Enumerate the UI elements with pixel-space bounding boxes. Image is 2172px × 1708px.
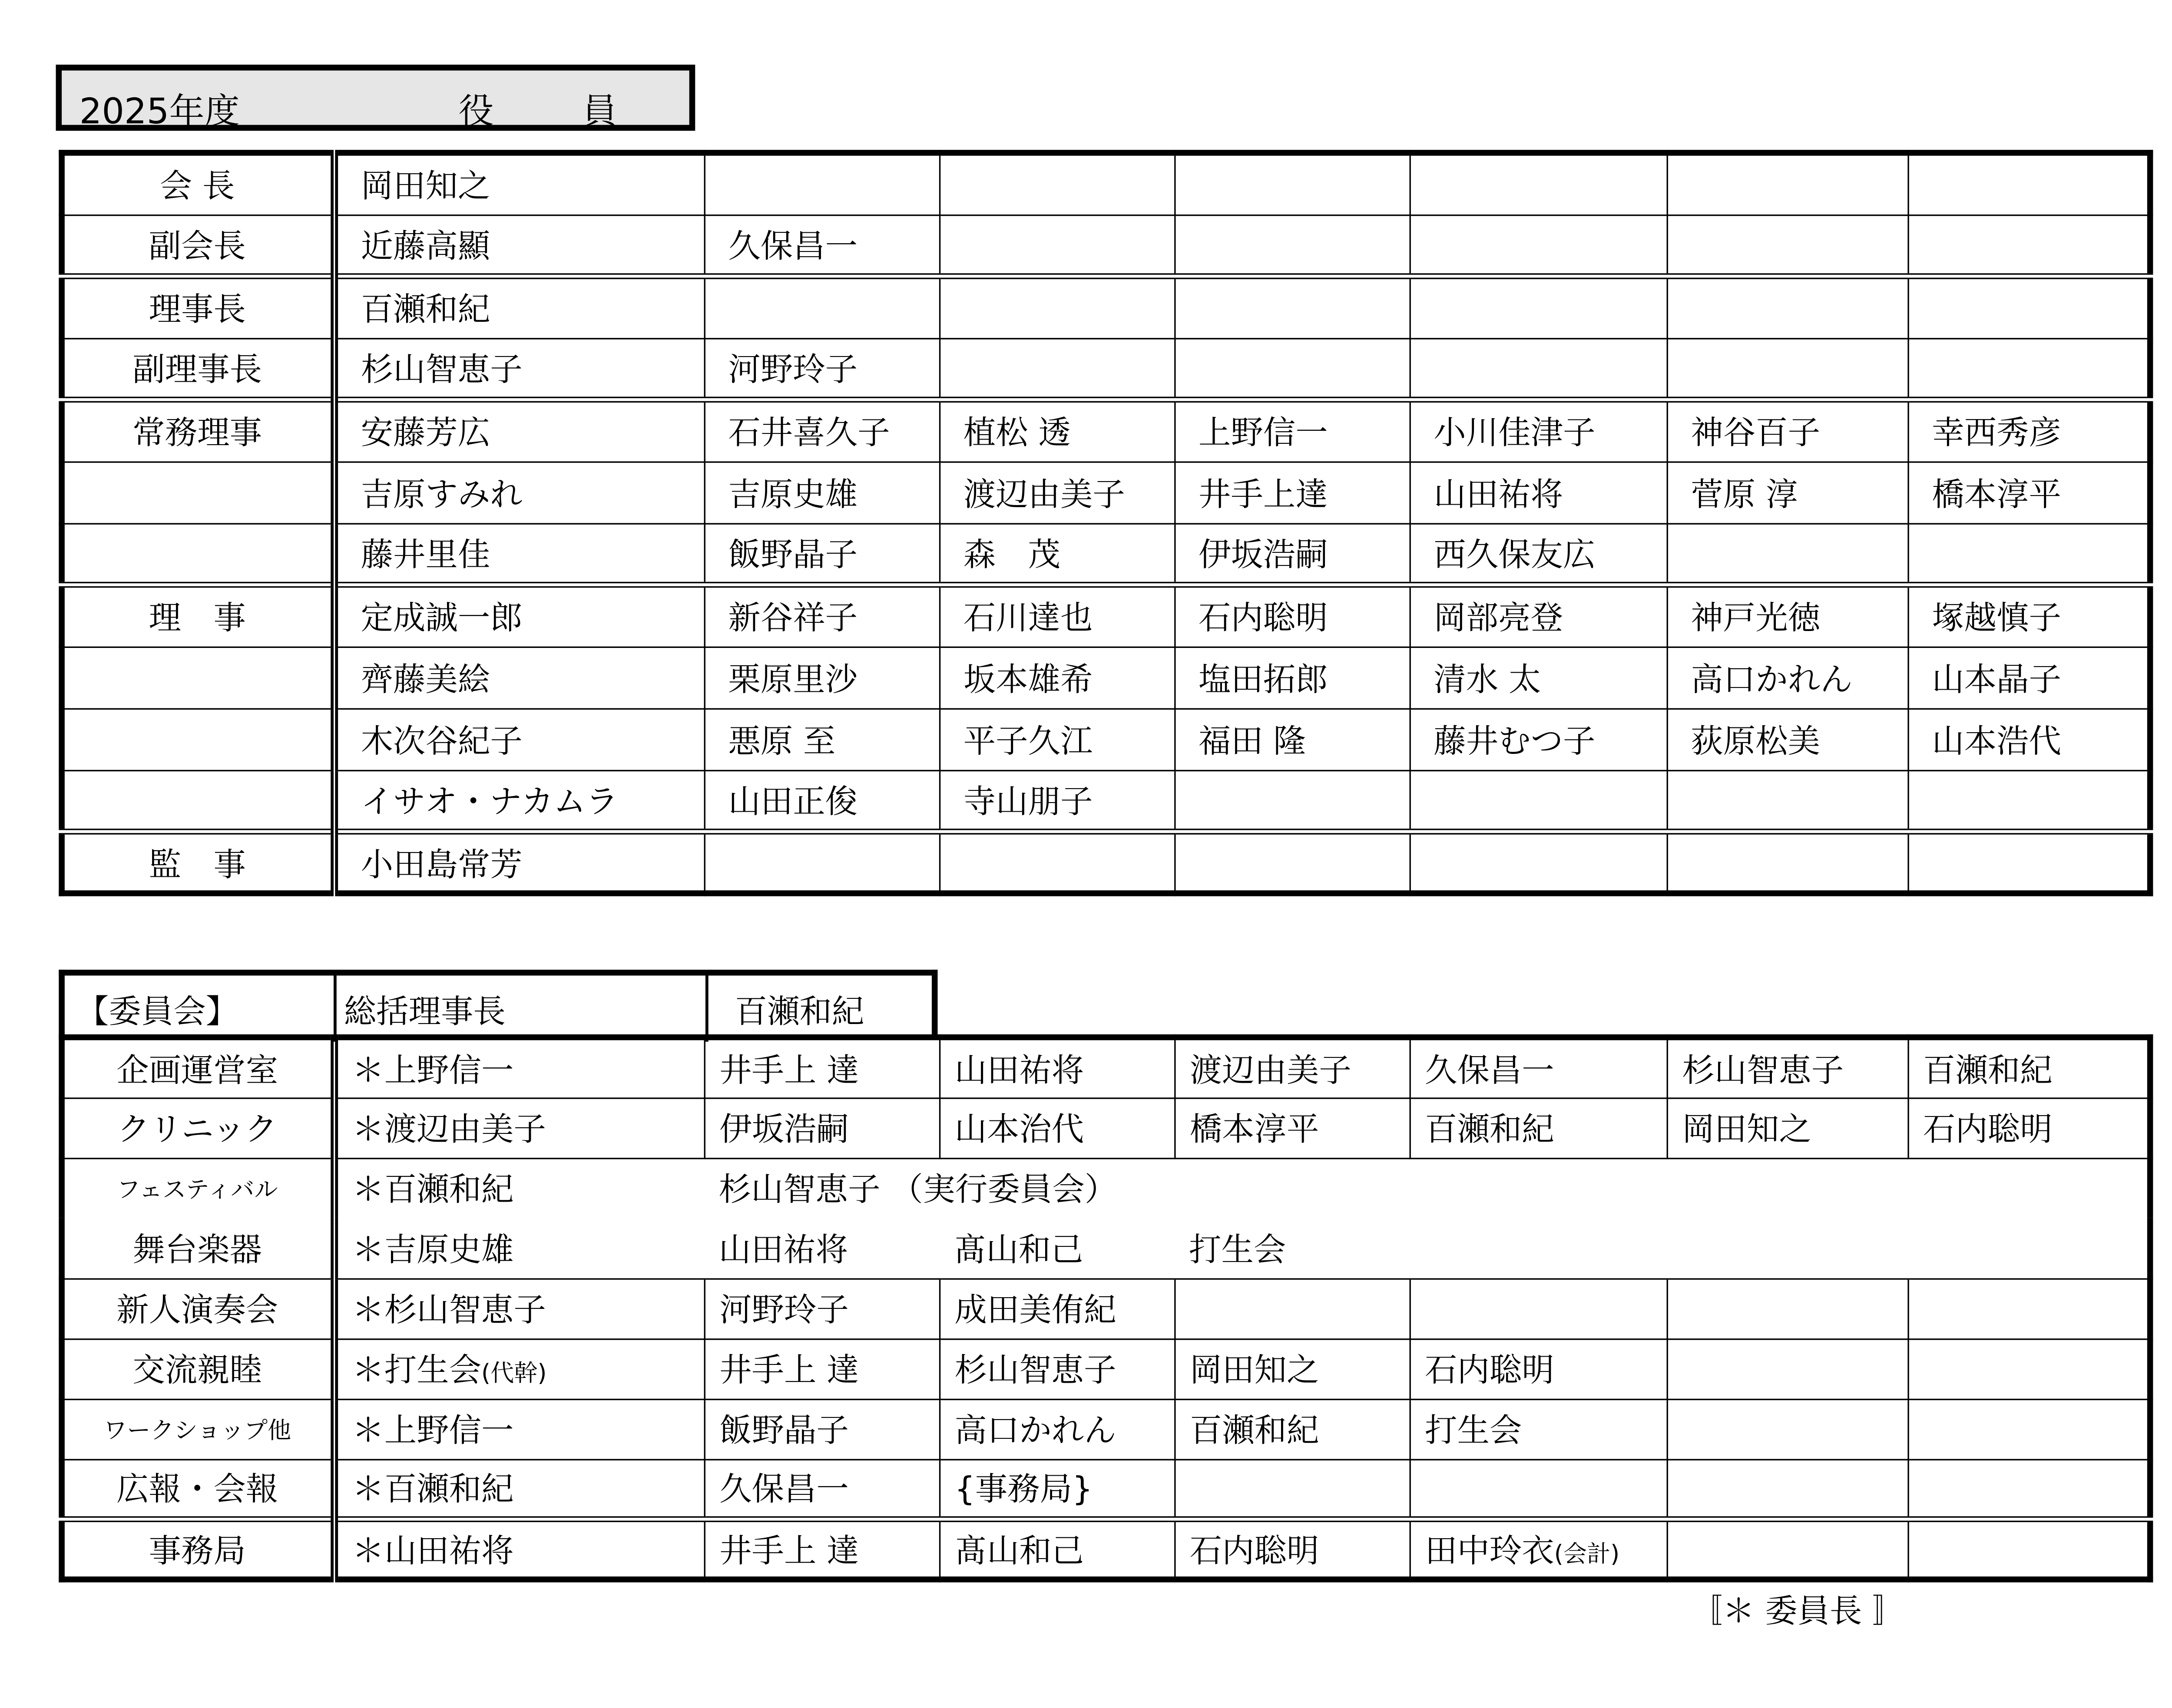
officer-role: 監 事 [62, 832, 334, 893]
officer-name: 飯野晶子 [704, 523, 939, 585]
officer-role [62, 770, 334, 832]
committee-member [1907, 1278, 2150, 1338]
committee-row [62, 1218, 2150, 1279]
committee-member [1667, 1399, 1908, 1459]
officer-name [1174, 276, 1409, 338]
committee-member: 河野玲子 [704, 1278, 939, 1338]
committee-row [62, 1399, 2150, 1459]
committee-member: ＊渡辺由美子 [334, 1097, 704, 1158]
committee-member: 杉山智恵子 [939, 1338, 1174, 1399]
committee-member: ＊上野信一 [334, 1037, 704, 1098]
officer-name: 平子久江 [939, 708, 1174, 770]
committee-member: 打生会 [1174, 1218, 1409, 1279]
committee-role: ワークショップ他 [62, 1399, 334, 1459]
officer-name: 新谷祥子 [704, 585, 939, 647]
officer-name [1907, 215, 2150, 276]
officer-name [1667, 770, 1908, 832]
committee-member [1667, 1459, 1908, 1520]
officer-name: 近藤高顯 [334, 215, 704, 276]
committee-row [62, 1037, 2150, 1098]
committee-header [59, 970, 937, 1036]
officer-name: 橋本淳平 [1907, 461, 2150, 523]
officer-name: 井手上達 [1174, 461, 1409, 523]
committee-member: 山田祐将 [704, 1218, 939, 1279]
officer-name: 河野玲子 [704, 338, 939, 400]
officer-name: 坂本雄希 [939, 647, 1174, 708]
committee-role: 交流親睦 [62, 1338, 334, 1399]
officers-table [59, 150, 2153, 896]
committee-member: 井手上 達 [704, 1338, 939, 1399]
officer-role: 理事長 [62, 276, 334, 338]
committee-member: ＊百瀬和紀 [334, 1158, 704, 1218]
officer-role [62, 523, 334, 585]
general-director-name: 百瀬和紀 [735, 994, 864, 1032]
officer-row [62, 647, 2150, 708]
committee-member: ＊杉山智恵子 [334, 1278, 704, 1338]
committee-row [62, 1158, 2150, 1218]
committee-row [62, 1519, 2150, 1579]
officer-name: 小川佳津子 [1409, 400, 1666, 461]
committee-member [1667, 1218, 1908, 1279]
officer-name: 山本浩代 [1907, 708, 2150, 770]
officer-row [62, 276, 2150, 338]
committee-member: ＊打生会(代幹) [334, 1338, 704, 1399]
officer-name: 石井喜久子 [704, 400, 939, 461]
officer-name: 清水 太 [1409, 647, 1666, 708]
committee-member [1174, 1459, 1409, 1520]
committee-member: 杉山智恵子 （実行委員会） [704, 1158, 939, 1218]
officer-name [1174, 215, 1409, 276]
officer-name [1667, 338, 1908, 400]
committee-member: ＊吉原史雄 [334, 1218, 704, 1279]
committee-member [1907, 1519, 2150, 1579]
officer-name [1907, 770, 2150, 832]
officer-role [62, 708, 334, 770]
officer-name [1409, 338, 1666, 400]
officer-name [939, 215, 1174, 276]
committee-member: 百瀬和紀 [1409, 1097, 1666, 1158]
officer-name: 塩田拓郎 [1174, 647, 1409, 708]
officer-name [1409, 153, 1666, 215]
officer-role [62, 461, 334, 523]
officer-row [62, 153, 2150, 215]
officer-name: 塚越慎子 [1907, 585, 2150, 647]
committee-member: 岡田知之 [1667, 1097, 1908, 1158]
general-director-role: 総括理事長 [344, 994, 506, 1032]
committee-member: 石内聡明 [1907, 1097, 2150, 1158]
officer-name: 森 茂 [939, 523, 1174, 585]
officer-name: 吉原すみれ [334, 461, 704, 523]
committee-member: 成田美侑紀 [939, 1278, 1174, 1338]
committee-member: 髙山和己 [939, 1218, 1174, 1279]
officer-name: 藤井里佳 [334, 523, 704, 585]
officer-name: 高口かれん [1667, 647, 1908, 708]
committee-member: 渡辺由美子 [1174, 1037, 1409, 1098]
officer-name: 久保昌一 [704, 215, 939, 276]
committee-member [1667, 1158, 1908, 1218]
committee-member: ＊上野信一 [334, 1399, 704, 1459]
officer-name: 百瀬和紀 [334, 276, 704, 338]
fiscal-year: 2025年度 [79, 91, 240, 132]
committee-member [1667, 1338, 1908, 1399]
committee-row [62, 1097, 2150, 1158]
officer-name: 岡部亮登 [1409, 585, 1666, 647]
officer-name: 荻原松美 [1667, 708, 1908, 770]
officer-name: 神戸光徳 [1667, 585, 1908, 647]
officer-role [62, 647, 334, 708]
committee-member: ＊山田祐将 [334, 1519, 704, 1579]
officer-name [1667, 276, 1908, 338]
officer-name: 寺山朋子 [939, 770, 1174, 832]
officer-name [1667, 832, 1908, 893]
committee-role: 舞台楽器 [62, 1218, 334, 1279]
officer-name [1174, 338, 1409, 400]
committee-member: 伊坂浩嗣 [704, 1097, 939, 1158]
committee-member: ＊百瀬和紀 [334, 1459, 704, 1520]
committee-member [1409, 1459, 1666, 1520]
officer-row [62, 215, 2150, 276]
committee-member: 田中玲衣(会計) [1409, 1519, 1666, 1579]
committee-member [1667, 1278, 1908, 1338]
officer-name: 悪原 至 [704, 708, 939, 770]
officer-name: 菅原 淳 [1667, 461, 1908, 523]
officer-name: 幸西秀彦 [1907, 400, 2150, 461]
officer-name [939, 832, 1174, 893]
officer-name: 栗原里沙 [704, 647, 939, 708]
officer-name [1907, 338, 2150, 400]
officer-name [1907, 832, 2150, 893]
committee-member: 髙山和己 [939, 1519, 1174, 1579]
member-note: (代幹) [481, 1359, 547, 1387]
committee-member [1907, 1158, 2150, 1218]
officer-name [939, 153, 1174, 215]
officer-row [62, 400, 2150, 461]
officer-name: 山田正俊 [704, 770, 939, 832]
committee-member: 岡田知之 [1174, 1338, 1409, 1399]
officer-name [704, 276, 939, 338]
committee-member: 井手上 達 [704, 1519, 939, 1579]
committee-member: 百瀬和紀 [1174, 1399, 1409, 1459]
footnote-chair: 〚＊ 委員長 〛 [1690, 1594, 1905, 1631]
officer-role: 会 長 [62, 153, 334, 215]
officer-name: 安藤芳広 [334, 400, 704, 461]
committee-role: フェスティバル [62, 1158, 334, 1218]
committee-member [1907, 1459, 2150, 1520]
officer-name: 植松 透 [939, 400, 1174, 461]
officer-name [1174, 832, 1409, 893]
committee-member [1409, 1278, 1666, 1338]
committee-role: クリニック [62, 1097, 334, 1158]
committee-member [1907, 1218, 2150, 1279]
committee-member: 高口かれん [939, 1399, 1174, 1459]
officer-name: 山田祐将 [1409, 461, 1666, 523]
committee-role: 企画運営室 [62, 1037, 334, 1098]
officer-role: 常務理事 [62, 400, 334, 461]
committee-member: 山田祐将 [939, 1037, 1174, 1098]
officer-role: 副理事長 [62, 338, 334, 400]
officer-row [62, 523, 2150, 585]
officer-name [704, 832, 939, 893]
committee-member: 石内聡明 [1174, 1519, 1409, 1579]
officer-name [1409, 215, 1666, 276]
committee-member: 飯野晶子 [704, 1399, 939, 1459]
officer-role: 副会長 [62, 215, 334, 276]
committee-member: 石内聡明 [1409, 1338, 1666, 1399]
officer-name: 石内聡明 [1174, 585, 1409, 647]
officer-row [62, 770, 2150, 832]
officer-name [939, 338, 1174, 400]
officer-name [1667, 153, 1908, 215]
committee-member [1409, 1218, 1666, 1279]
officer-name [704, 153, 939, 215]
committee-role: 広報・会報 [62, 1459, 334, 1520]
officer-name: 西久保友広 [1409, 523, 1666, 585]
title-box [56, 65, 695, 131]
officer-name [1667, 523, 1908, 585]
officer-name: 木次谷紀子 [334, 708, 704, 770]
committee-member: 久保昌一 [704, 1459, 939, 1520]
officer-name [1907, 153, 2150, 215]
officer-role: 理 事 [62, 585, 334, 647]
officer-name: 伊坂浩嗣 [1174, 523, 1409, 585]
officer-name [1907, 523, 2150, 585]
committee-member: 橋本淳平 [1174, 1097, 1409, 1158]
committee-member: 百瀬和紀 [1907, 1037, 2150, 1098]
officer-name: 福田 隆 [1174, 708, 1409, 770]
officer-name: 渡辺由美子 [939, 461, 1174, 523]
member-note: (会計) [1554, 1540, 1620, 1568]
committee-role: 事務局 [62, 1519, 334, 1579]
committee-member [1907, 1338, 2150, 1399]
committee-row [62, 1459, 2150, 1520]
committee-member [1174, 1278, 1409, 1338]
officer-name: 石川達也 [939, 585, 1174, 647]
officer-name: 山本晶子 [1907, 647, 2150, 708]
officer-row [62, 585, 2150, 647]
committee-member [1907, 1399, 2150, 1459]
committee-member: 山本治代 [939, 1097, 1174, 1158]
committee-row [62, 1278, 2150, 1338]
officer-name: 岡田知之 [334, 153, 704, 215]
officer-row [62, 708, 2150, 770]
committee-member: 打生会 [1409, 1399, 1666, 1459]
officer-name: 吉原史雄 [704, 461, 939, 523]
committee-member: 久保昌一 [1409, 1037, 1666, 1098]
officer-name: 定成誠一郎 [334, 585, 704, 647]
title-label: 役 員 [458, 91, 644, 132]
officer-name [939, 276, 1174, 338]
committees-table [59, 1034, 2153, 1582]
officer-name: 神谷百子 [1667, 400, 1908, 461]
officer-name [1409, 770, 1666, 832]
officer-name: 小田島常芳 [334, 832, 704, 893]
committee-member [1409, 1158, 1666, 1218]
committee-role: 新人演奏会 [62, 1278, 334, 1338]
officer-name [1174, 770, 1409, 832]
committee-row [62, 1338, 2150, 1399]
officer-name: イサオ・ナカムラ [334, 770, 704, 832]
officer-row [62, 338, 2150, 400]
officer-name [1409, 832, 1666, 893]
officer-name [1409, 276, 1666, 338]
officer-name [1174, 153, 1409, 215]
committee-member: 杉山智恵子 [1667, 1037, 1908, 1098]
committee-member [1174, 1158, 1409, 1218]
committee-label: 【委員会】 [76, 994, 238, 1032]
committee-member [1667, 1519, 1908, 1579]
committee-member: 井手上 達 [704, 1037, 939, 1098]
officer-name: 齊藤美絵 [334, 647, 704, 708]
officer-name: 杉山智恵子 [334, 338, 704, 400]
officer-row [62, 832, 2150, 893]
officer-name: 藤井むつ子 [1409, 708, 1666, 770]
officer-name [1667, 215, 1908, 276]
officer-row [62, 461, 2150, 523]
officer-name [1907, 276, 2150, 338]
officer-name: 上野信一 [1174, 400, 1409, 461]
committee-member: {事務局} [939, 1459, 1174, 1520]
